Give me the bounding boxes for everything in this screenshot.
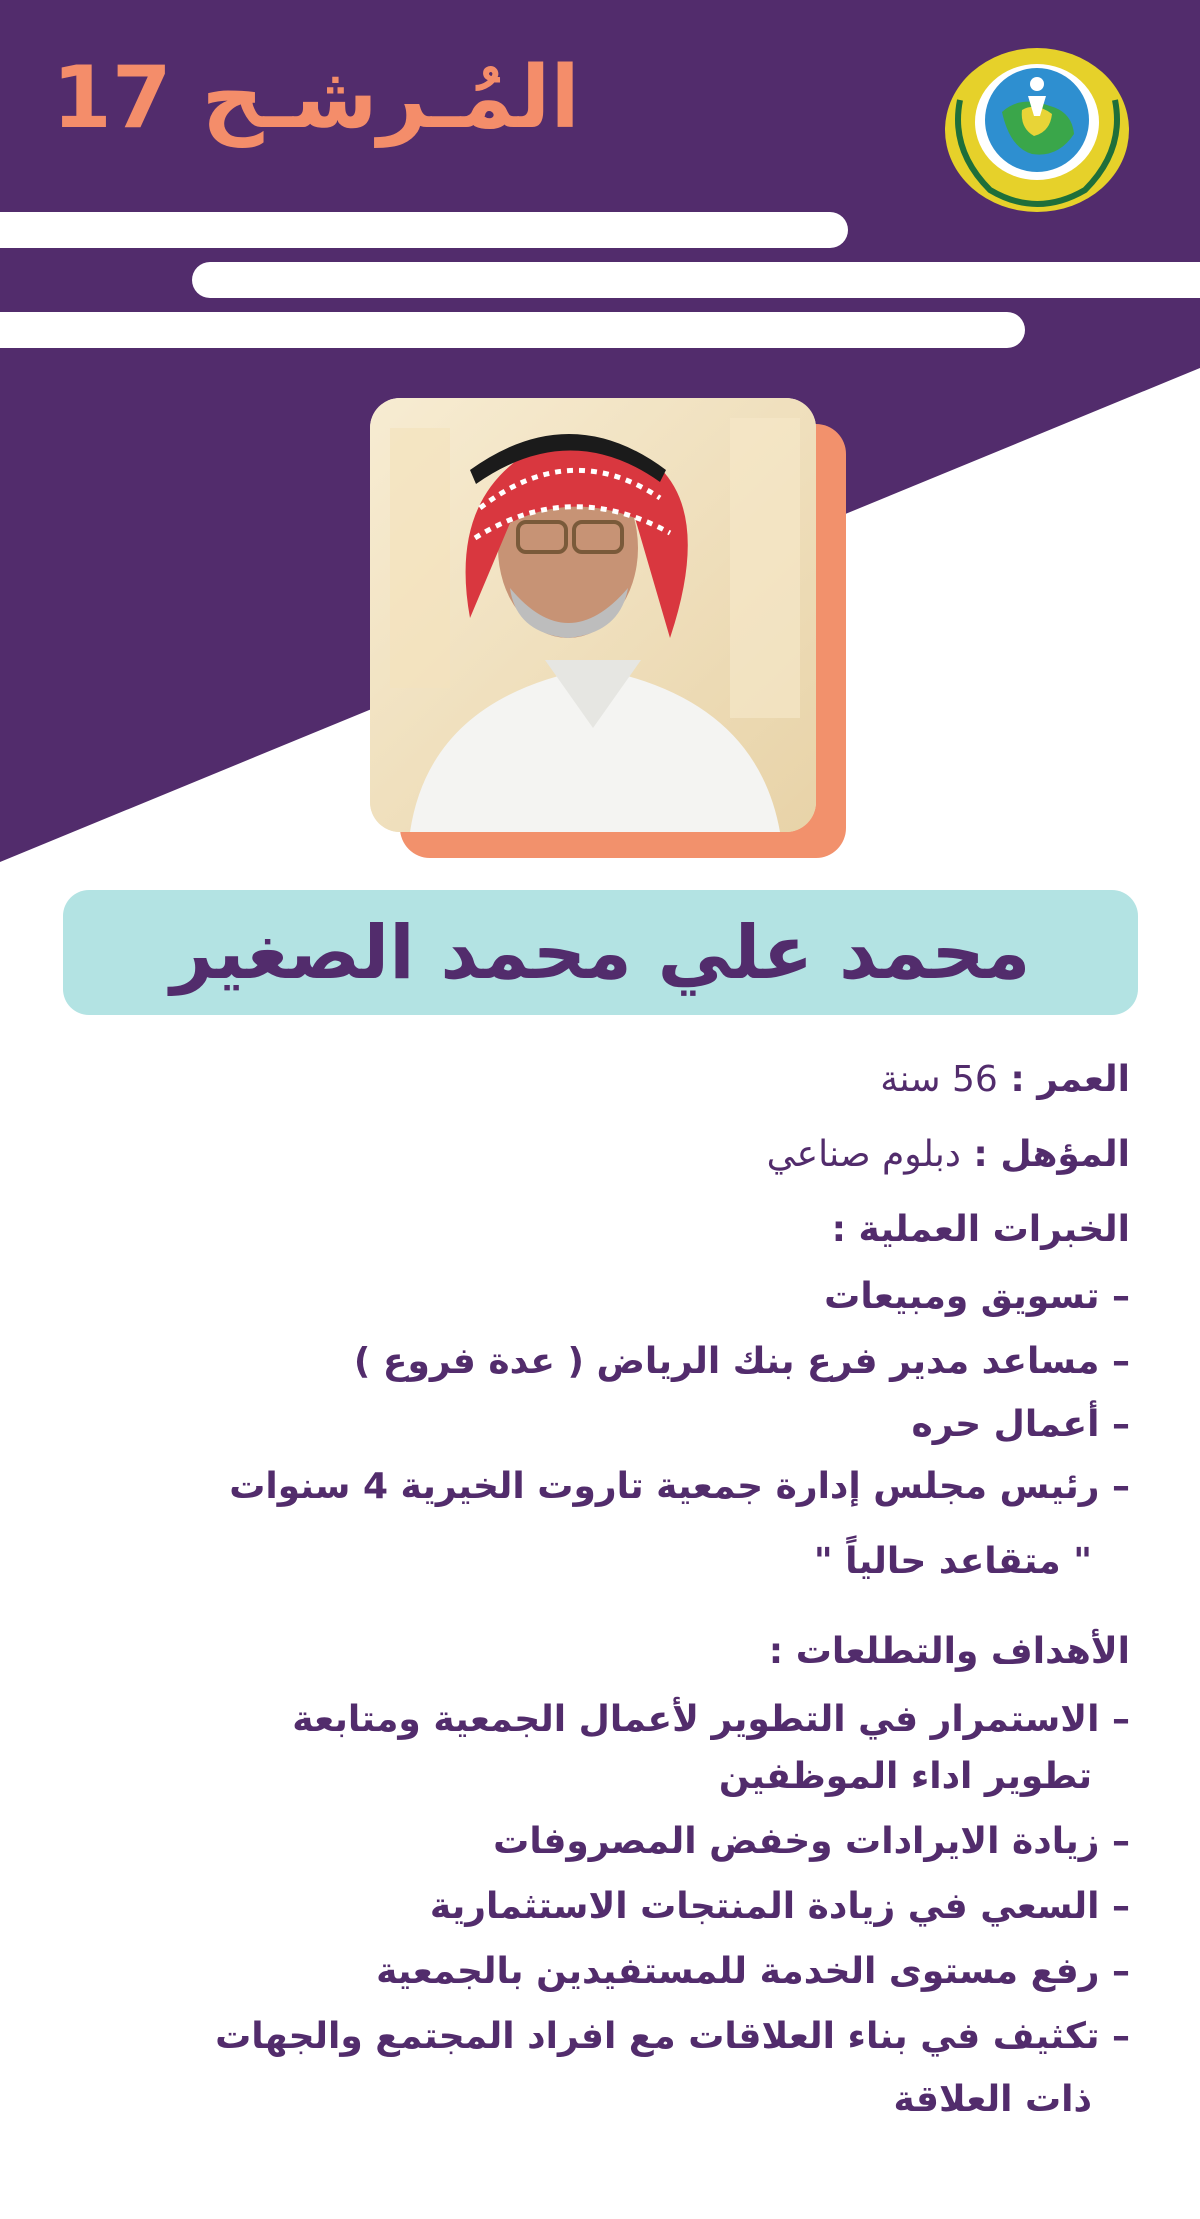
candidate-name-banner (63, 890, 1138, 1015)
age-row (880, 1058, 1130, 1101)
qualification-label: المؤهل : (973, 1134, 1130, 1175)
candidate-number-title: المُـرشـح 17 (52, 48, 580, 148)
goal-item: – رفع مستوى الخدمة للمستفيدين بالجمعية (376, 1951, 1130, 1992)
candidate-photo-frame (370, 398, 816, 832)
experience-item: – رئيس مجلس إدارة جمعية تاروت الخيرية 4 سنوات (229, 1466, 1130, 1507)
qualification-value: دبلوم صناعي (766, 1134, 961, 1175)
goal-item-continuation: ذات العلاقة (893, 2079, 1092, 2120)
experience-item: – تسويق ومبيعات (824, 1276, 1130, 1317)
experience-note: " متقاعد حالياً " (813, 1541, 1092, 1582)
association-logo (940, 40, 1135, 215)
goal-item: – السعي في زيادة المنتجات الاستثمارية (429, 1886, 1130, 1927)
age-label: العمر : (1010, 1059, 1130, 1100)
goals-heading: الأهداف والتطلعات : (768, 1631, 1130, 1672)
experience-item: – أعمال حره (911, 1404, 1130, 1445)
experience-heading: الخبرات العملية : (831, 1209, 1130, 1250)
experience-item: – مساعد مدير فرع بنك الرياض ( عدة فروع ) (353, 1341, 1130, 1382)
candidate-photo (370, 398, 816, 832)
goal-item: – تكثيف في بناء العلاقات مع افراد المجتمع والجهات (215, 2016, 1130, 2057)
age-value: 56 سنة (880, 1059, 998, 1100)
candidate-name: محمد علي محمد الصغير (170, 909, 1031, 996)
goal-item: – زيادة الايرادات وخفض المصروفات (493, 1821, 1130, 1862)
goal-item-continuation: تطوير اداء الموظفين (718, 1756, 1092, 1797)
qualification-row (767, 1133, 1130, 1176)
goal-item: – الاستمرار في التطوير لأعمال الجمعية ومتابعة (292, 1699, 1130, 1740)
